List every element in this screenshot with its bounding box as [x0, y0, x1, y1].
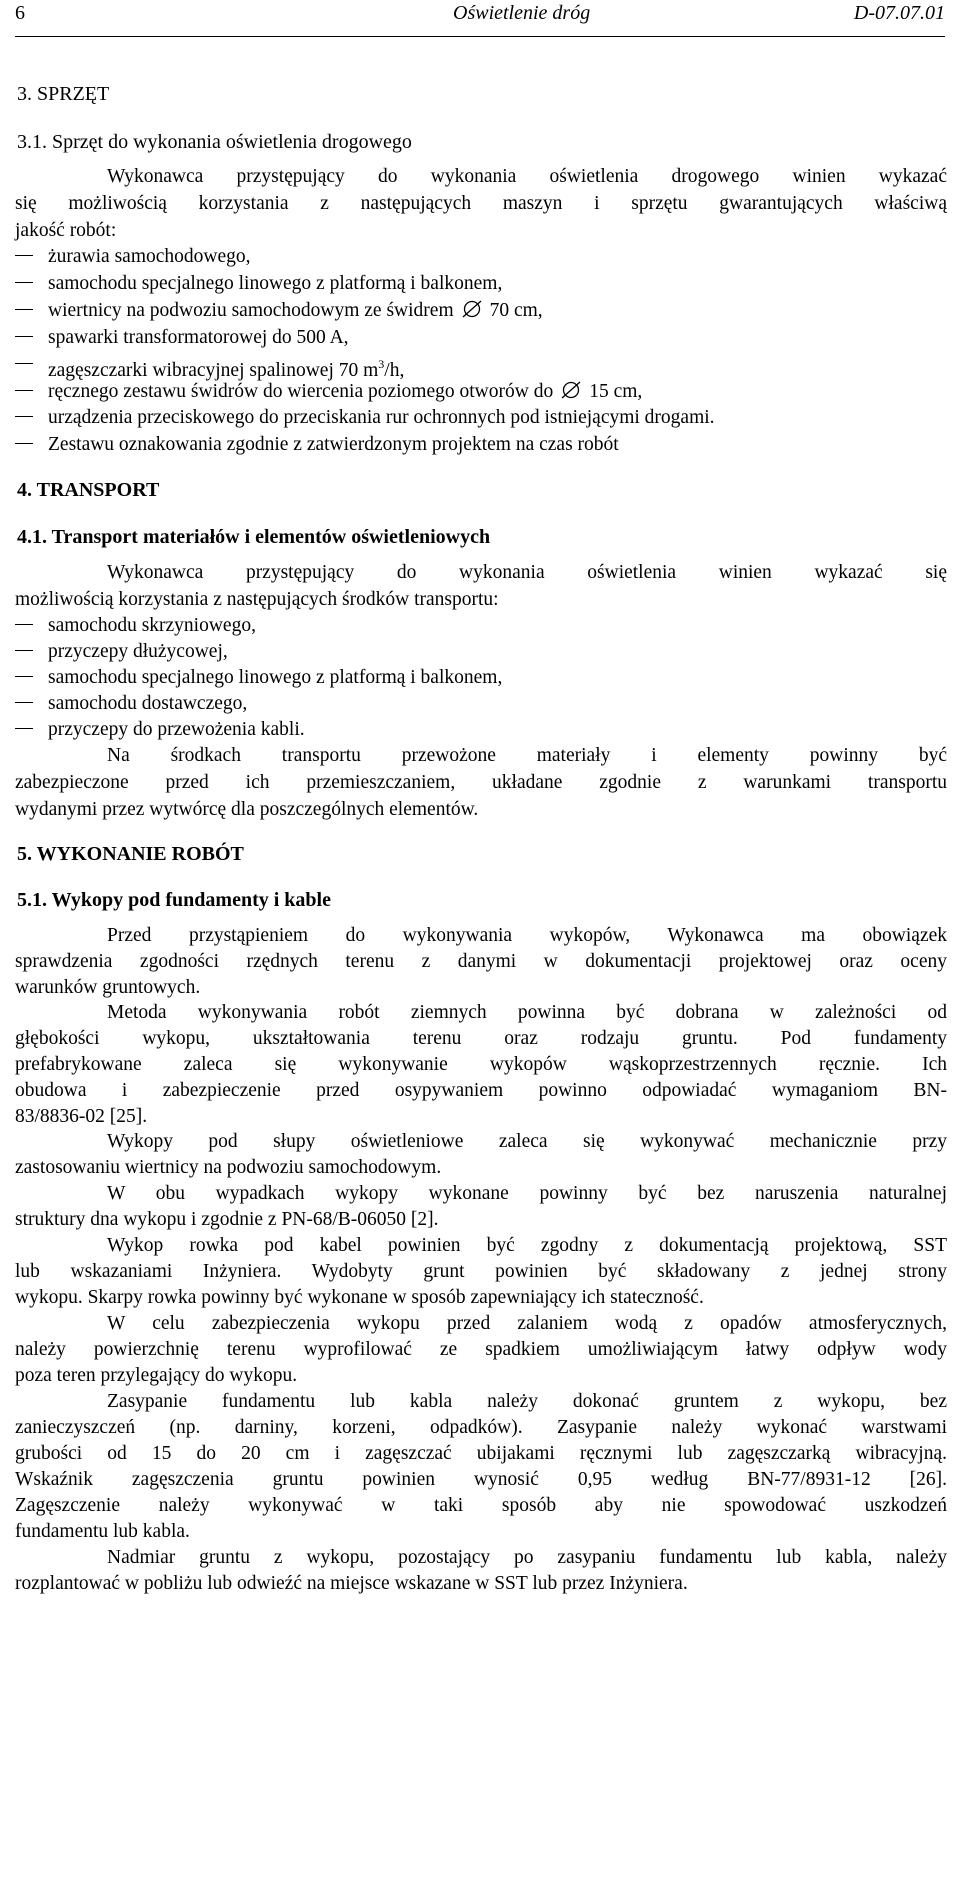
document-code: D-07.07.01	[853, 2, 945, 24]
paragraph-line: możliwością korzystania z następujących środków transportu:	[15, 589, 499, 610]
diameter-icon	[559, 381, 583, 399]
list-item-text: ręcznego zestawu świdrów do wiercenia poziomego otworów do	[48, 381, 554, 402]
diameter-icon	[460, 300, 484, 318]
dash-bullet	[15, 443, 33, 444]
paragraph-line: Zasypanie fundamentu lub kabla należy dokonać gruntem z wykopu, bez	[107, 1391, 947, 1412]
list-item-text: samochodu skrzyniowego,	[48, 615, 256, 636]
dash-bullet	[15, 702, 33, 703]
subsection-heading: 5.1. Wykopy pod fundamenty i kable	[17, 889, 331, 911]
paragraph-line: Nadmiar gruntu z wykopu, pozostający po zasypaniu fundamentu lub kabla, należy	[107, 1547, 947, 1568]
dash-bullet	[15, 416, 33, 417]
list-item-text: urządzenia przeciskowego do przeciskania rur ochronnych pod istniejącymi drogami.	[48, 407, 715, 428]
paragraph-line: sprawdzenia zgodności rzędnych terenu z danymi w dokumentacji projektowej oraz oceny	[15, 951, 947, 972]
paragraph-line: należy powierzchnię terenu wyprofilować ze spadkiem umożliwiającym łatwy odpływ wody	[15, 1339, 947, 1360]
dash-bullet	[15, 624, 33, 625]
list-item-text: zagęszczarki wibracyjnej spalinowej 70 m	[48, 360, 379, 381]
paragraph-line: Wykonawca przystępujący do wykonania oświetlenia drogowego winien wykazać	[107, 166, 947, 187]
page-header	[15, 0, 945, 34]
dash-bullet	[15, 676, 33, 677]
paragraph-line: Metoda wykonywania robót ziemnych powinna być dobrana w zależności od	[107, 1002, 947, 1023]
section-heading: 4. TRANSPORT	[17, 479, 160, 501]
section-heading: 5. WYKONANIE ROBÓT	[17, 843, 244, 865]
subsection-heading: 4.1. Transport materiałów i elementów oświetleniowych	[17, 526, 491, 548]
dash-bullet	[15, 650, 33, 651]
subsection-heading: 3.1. Sprzęt do wykonania oświetlenia drogowego	[17, 131, 412, 153]
paragraph-line: obudowa i zabezpieczenie przed osypywaniem powinno odpowiadać wymaganiom BN-	[15, 1080, 947, 1101]
paragraph-line: fundamentu lub kabla.	[15, 1521, 190, 1542]
document-title: Oświetlenie dróg	[453, 2, 591, 24]
paragraph-line: wydanymi przez wytwórcę dla poszczególnych elementów.	[15, 799, 479, 820]
paragraph-line: zanieczyszczeń (np. darniny, korzeni, odpadków). Zasypanie należy wykonać warstwami	[15, 1417, 947, 1438]
list-item-text: wiertnicy na podwoziu samochodowym ze świdrem	[48, 300, 454, 321]
paragraph-line: W obu wypadkach wykopy wykonane powinny być bez naruszenia naturalnej	[107, 1183, 947, 1204]
list-item-text: 70 cm,	[489, 300, 543, 321]
paragraph-line: Wykop rowka pod kabel powinien być zgodny z dokumentacją projektową, SST	[107, 1235, 947, 1256]
paragraph-line: głębokości wykopu, ukształtowania terenu oraz rodzaju gruntu. Pod fundamenty	[15, 1028, 947, 1049]
list-item-text: przyczepy dłużycowej,	[48, 641, 228, 662]
paragraph-line: warunków gruntowych.	[15, 977, 201, 998]
paragraph-line: rozplantować w pobliżu lub odwieźć na miejsce wskazane w SST lub przez Inżyniera.	[15, 1573, 688, 1594]
paragraph-line: jakość robót:	[15, 220, 117, 241]
paragraph-line: Przed przystąpieniem do wykonywania wykopów, Wykonawca ma obowiązek	[107, 925, 947, 946]
paragraph-line: Zagęszczenie należy wykonywać w taki sposób aby nie spowodować uszkodzeń	[15, 1495, 947, 1516]
paragraph-line: Wykopy pod słupy oświetleniowe zaleca się wykonywać mechanicznie przy	[107, 1131, 947, 1152]
dash-bullet	[15, 728, 33, 729]
paragraph-line: wykopu. Skarpy rowka powinny być wykonane w sposób zapewniający ich stateczność.	[15, 1287, 704, 1308]
paragraph-line: prefabrykowane zaleca się wykonywanie wykopów wąskoprzestrzennych ręcznie. Ich	[15, 1054, 947, 1075]
dash-bullet	[15, 336, 33, 337]
list-item-text: 15 cm,	[589, 381, 643, 402]
list-item-text: przyczepy do przewożenia kabli.	[48, 719, 305, 740]
paragraph-line: się możliwością korzystania z następujących maszyn i sprzętu gwarantujących właściwą	[15, 193, 947, 214]
list-item-text: Zestawu oznakowania zgodnie z zatwierdzonym projektem na czas robót	[48, 434, 619, 455]
paragraph-line: struktury dna wykopu i zgodnie z PN-68/B-06050 [2].	[15, 1209, 439, 1230]
dash-bullet	[15, 255, 33, 256]
paragraph-line: zastosowaniu wiertnicy na podwoziu samochodowym.	[15, 1157, 442, 1178]
paragraph-line: grubości od 15 do 20 cm i zagęszczać ubijakami ręcznymi lub zagęszczarką wibracyjną.	[15, 1443, 947, 1464]
superscript: 3	[378, 357, 385, 371]
paragraph-line: zabezpieczone przed ich przemieszczaniem, układane zgodnie z warunkami transportu	[15, 772, 947, 793]
list-item-text: samochodu specjalnego linowego z platformą i balkonem,	[48, 667, 503, 688]
dash-bullet	[15, 363, 33, 364]
list-item-text: spawarki transformatorowej do 500 A,	[48, 327, 349, 348]
list-item-text: samochodu dostawczego,	[48, 693, 248, 714]
paragraph-line: lub wskazaniami Inżyniera. Wydobyty grunt powinien być składowany z jednej strony	[15, 1261, 947, 1282]
paragraph-line: Wykonawca przystępujący do wykonania oświetlenia winien wykazać się	[107, 562, 947, 583]
dash-bullet	[15, 309, 33, 310]
list-item-text: samochodu specjalnego linowego z platformą i balkonem,	[48, 273, 503, 294]
list-item-text: żurawia samochodowego,	[48, 246, 251, 267]
paragraph-line: W celu zabezpieczenia wykopu przed zalaniem wodą z opadów atmosferycznych,	[107, 1313, 947, 1334]
header-rule	[15, 36, 945, 37]
paragraph-line: 83/8836-02 [25].	[15, 1106, 148, 1127]
paragraph-line: Na środkach transportu przewożone materiały i elementy powinny być	[107, 745, 947, 766]
dash-bullet	[15, 390, 33, 391]
paragraph-line: Wskaźnik zagęszczenia gruntu powinien wynosić 0,95 według BN-77/8931-12 [26].	[15, 1469, 947, 1490]
page-number: 6	[15, 2, 25, 24]
list-item-text: /h,	[384, 360, 405, 381]
dash-bullet	[15, 282, 33, 283]
paragraph-line: poza teren przylegający do wykopu.	[15, 1365, 298, 1386]
section-heading: 3. SPRZĘT	[17, 83, 110, 105]
